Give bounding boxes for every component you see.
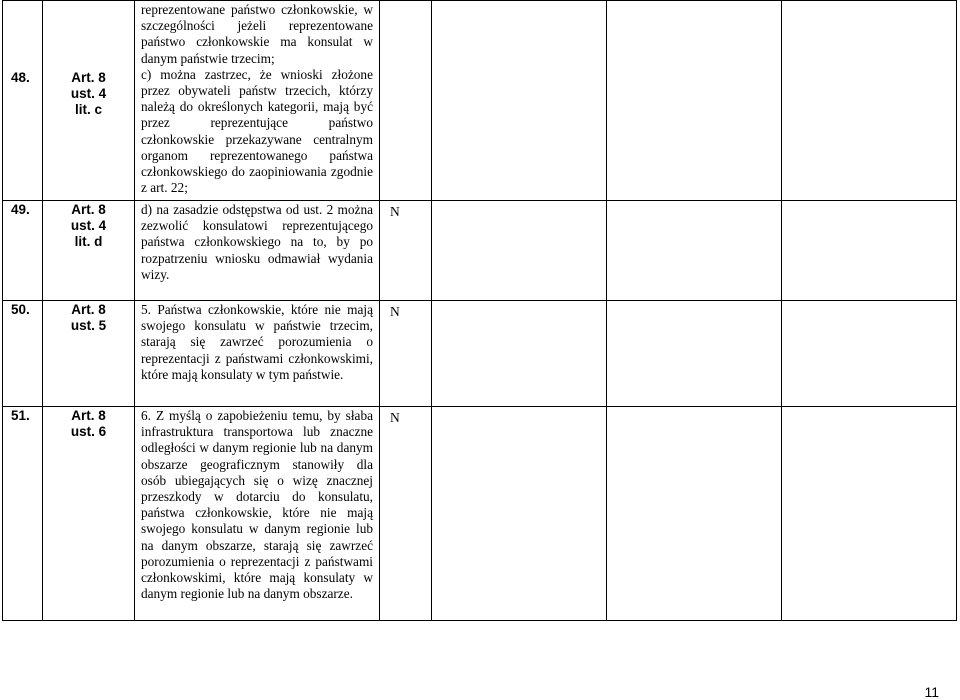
reference-line: ust. 6 bbox=[70, 424, 107, 439]
row-number-cell bbox=[3, 301, 43, 407]
article-reference-cell bbox=[43, 201, 135, 301]
status-cell bbox=[380, 1, 432, 201]
empty-cell bbox=[432, 407, 607, 621]
article-reference bbox=[43, 407, 134, 440]
status-value bbox=[380, 1, 431, 9]
row-number: 48. bbox=[11, 70, 30, 85]
empty-cell bbox=[432, 301, 607, 407]
status-value: N bbox=[390, 410, 400, 425]
article-reference-cell bbox=[43, 407, 135, 621]
table-row bbox=[3, 301, 957, 407]
reference-line: Art. 8 bbox=[71, 408, 106, 423]
row-number-cell bbox=[3, 407, 43, 621]
reference-line: lit. c bbox=[74, 102, 102, 117]
provision-text-cell bbox=[135, 407, 380, 621]
row-number: 51. bbox=[11, 408, 30, 423]
transposition-table bbox=[2, 0, 957, 621]
provision-text-cell bbox=[135, 301, 380, 407]
row-number-cell bbox=[3, 201, 43, 301]
provision-paragraph: c) można zastrzec, że wnioski złożone przez obywateli państw trzecich, którzy należą do określonych kategorii, mają być przez reprezentujące państwo członkowskie przekazywane centralnym organom reprezentowanego państwa członkowskiego do zaopiniowania zgodnie z art. 22; bbox=[141, 66, 373, 196]
row-number-cell bbox=[3, 1, 43, 201]
empty-cell bbox=[432, 201, 607, 301]
reference-line: Art. 8 bbox=[71, 70, 106, 85]
table-row bbox=[3, 201, 957, 301]
article-reference bbox=[43, 301, 134, 334]
status-cell bbox=[380, 301, 432, 407]
provision-paragraph: 5. Państwa członkowskie, które nie mają swojego konsulatu w państwie trzecim, starają się zawrzeć porozumienia o reprezentacji z państwami członkowskimi, które mają konsulaty w tym państwie. bbox=[141, 302, 373, 382]
empty-cell bbox=[782, 407, 957, 621]
provision-paragraph: d) na zasadzie odstępstwa od ust. 2 można zezwolić konsulatowi reprezentującego państwa członkowskiego na to, by po rozpatrzeniu wniosku odmawiał wydania wizy. bbox=[141, 202, 373, 282]
article-reference bbox=[43, 201, 134, 250]
empty-cell bbox=[607, 301, 782, 407]
reference-line: ust. 4 bbox=[70, 218, 107, 233]
provision-text-cell bbox=[135, 1, 380, 201]
empty-cell bbox=[607, 407, 782, 621]
reference-line: Art. 8 bbox=[71, 202, 106, 217]
empty-cell bbox=[782, 301, 957, 407]
reference-line: ust. 5 bbox=[70, 318, 107, 333]
empty-cell bbox=[782, 1, 957, 201]
empty-cell bbox=[607, 1, 782, 201]
status-value: N bbox=[390, 304, 400, 319]
provision-paragraph: 6. Z myślą o zapobieżeniu temu, by słaba infrastruktura transportowa lub znaczne odległości w danym regionie lub na danym obszarze geograficznym stanowiły dla osób ubiegających się o wizę znacznej przeszkody w dotarciu do konsulatu, państwa członkowskie, które nie mają swojego konsulatu w danym regionie lub na danym obszarze, starają się zawrzeć porozumienia o reprezentacji z państwami członkowskimi, które mają konsulaty w danym regionie lub na danym obszarze. bbox=[141, 408, 373, 602]
empty-cell bbox=[607, 201, 782, 301]
article-reference-cell bbox=[43, 1, 135, 201]
empty-cell bbox=[432, 1, 607, 201]
table-row bbox=[3, 407, 957, 621]
table-row bbox=[3, 1, 957, 201]
status-cell bbox=[380, 407, 432, 621]
empty-cell bbox=[782, 201, 957, 301]
row-number: 49. bbox=[11, 202, 30, 217]
provision-paragraph: reprezentowane państwo członkowskie, w szczególności jeżeli reprezentowane państwo członkowskie ma konsulat w danym państwie trzecim; bbox=[141, 2, 373, 66]
page-number: 11 bbox=[924, 684, 939, 700]
article-reference-cell bbox=[43, 301, 135, 407]
reference-line: Art. 8 bbox=[71, 302, 106, 317]
reference-line: lit. d bbox=[74, 234, 103, 249]
status-value: N bbox=[390, 204, 400, 219]
row-number: 50. bbox=[11, 302, 30, 317]
status-cell bbox=[380, 201, 432, 301]
provision-text-cell bbox=[135, 201, 380, 301]
reference-line: ust. 4 bbox=[70, 86, 107, 101]
article-reference bbox=[43, 1, 134, 118]
